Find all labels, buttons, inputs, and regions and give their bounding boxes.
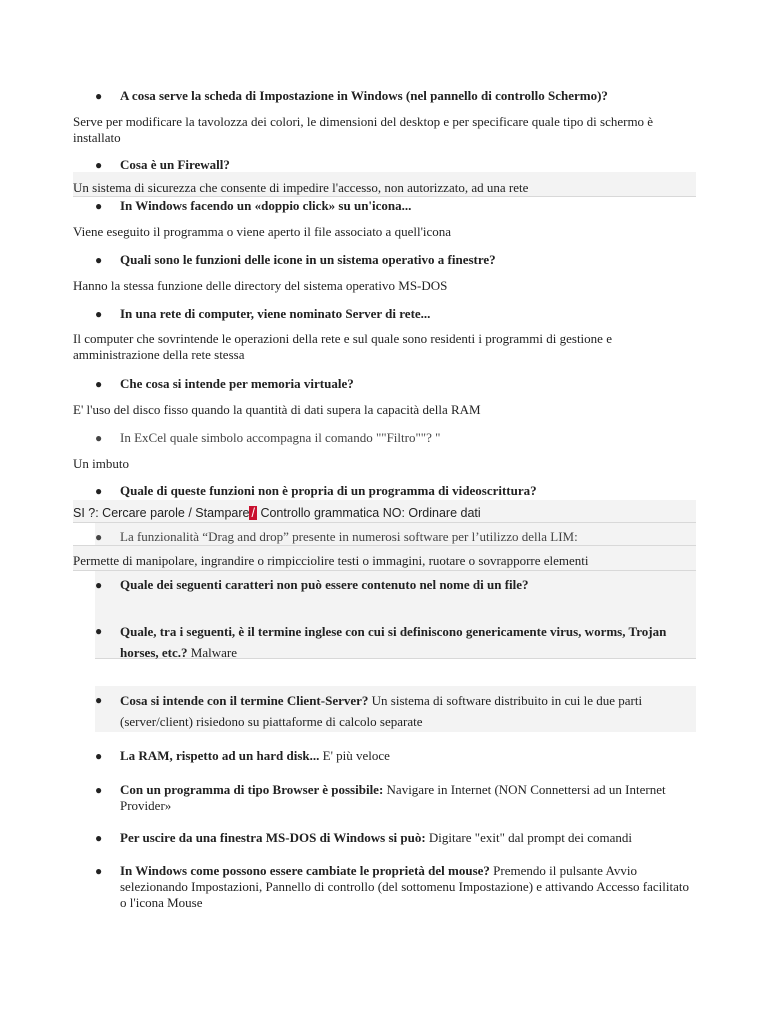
question-item — [95, 88, 695, 104]
bullet-icon: ● — [95, 484, 103, 498]
answer-text: Il computer che sovrintende le operazioni della rete e sul quale sono residenti i programmi di gestione e amministrazione della rete stessa — [73, 331, 612, 362]
question-text: In Windows facendo un «doppio click» su un'icona... — [120, 198, 412, 213]
red-highlight-mark: / — [251, 506, 255, 520]
answer-part: SI ?: Cercare parole / Stampare — [73, 506, 250, 520]
bullet-icon: ● — [95, 783, 103, 797]
bullet-icon: ● — [95, 377, 103, 391]
question-text: Quale di queste funzioni non è propria di un programma di videoscrittura? — [120, 483, 537, 498]
answer-text: Viene eseguito il programma o viene aperto il file associato a quell'icona — [73, 224, 452, 239]
question-text: Che cosa si intende per memoria virtuale? — [120, 376, 354, 391]
question-item — [95, 830, 695, 846]
question-item — [95, 863, 695, 911]
answer-text: E' l'uso del disco fisso quando la quantità di dati supera la capacità della RAM — [73, 402, 481, 417]
answer-part: Controllo grammatica NO: Ordinare dati — [256, 506, 481, 520]
answer-text: Un sistema di software distribuito in cui le due parti (server/client) risiedono su piattaforme di calcolo separate — [120, 693, 643, 729]
bullet-icon: ● — [95, 431, 103, 445]
question-item — [95, 306, 695, 322]
question-text: In ExCel quale simbolo accompagna il comando ""Filtro""? " — [120, 430, 441, 445]
bullet-icon: ● — [95, 693, 103, 707]
question-item — [95, 748, 695, 764]
question-item — [95, 198, 695, 214]
bullet-icon: ● — [95, 578, 103, 592]
question-item — [95, 621, 695, 663]
answer-text: E' più veloce — [319, 748, 390, 763]
bullet-icon: ● — [95, 199, 103, 213]
bullet-icon: ● — [95, 307, 103, 321]
bullet-icon: ● — [95, 749, 103, 763]
question-text: Cosa è un Firewall? — [120, 157, 230, 172]
question-text: La funzionalità “Drag and drop” presente in numerosi software per l’utilizzo della LIM: — [120, 529, 578, 544]
question-item — [95, 529, 695, 545]
answer-text — [73, 505, 693, 521]
question-item — [95, 782, 695, 814]
answer-text: Digitare "exit" dal prompt dei comandi — [425, 830, 632, 845]
answer-text: Permette di manipolare, ingrandire o rimpicciolire testi o immagini, ruotare o sovrapporre elementi — [73, 553, 589, 568]
bullet-icon: ● — [95, 624, 103, 638]
answer-text: Malware — [187, 645, 237, 660]
bullet-icon: ● — [95, 831, 103, 845]
answer-text: Un sistema di sicurezza che consente di impedire l'accesso, non autorizzato, ad una rete — [73, 180, 529, 195]
answer-text: Navigare in Internet (NON Connettersi ad un Internet Provider» — [120, 782, 666, 813]
question-item — [95, 690, 695, 732]
question-text: Quali sono le funzioni delle icone in un sistema operativo a finestre? — [120, 252, 496, 267]
question-item — [95, 157, 695, 173]
bullet-icon: ● — [95, 158, 103, 172]
bullet-icon: ● — [95, 530, 103, 544]
question-text: La RAM, rispetto ad un hard disk... — [120, 748, 320, 763]
bullet-icon: ● — [95, 253, 103, 267]
answer-text: Hanno la stessa funzione delle directory del sistema operativo MS-DOS — [73, 278, 448, 293]
question-item — [95, 252, 695, 268]
question-text: Quale, tra i seguenti, è il termine inglese con cui si definiscono genericamente virus, worms, Trojan horses, etc.? — [120, 624, 667, 660]
bullet-icon: ● — [95, 89, 103, 103]
question-text: Per uscire da una finestra MS-DOS di Windows si può: — [120, 830, 426, 845]
question-text: A cosa serve la scheda di Impostazione in Windows (nel pannello di controllo Schermo)? — [120, 88, 608, 103]
answer-text: Premendo il pulsante Avvio selezionando Impostazioni, Pannello di controllo (del sottomenu Impostazione) e attivando Accesso facilitato o l'icona Mouse — [120, 863, 689, 910]
question-text: Con un programma di tipo Browser è possibile: — [120, 782, 384, 797]
question-text: Cosa si intende con il termine Client-Server? — [120, 693, 369, 708]
question-text: Quale dei seguenti caratteri non può essere contenuto nel nome di un file? — [120, 577, 529, 592]
question-text: In Windows come possono essere cambiate le proprietà del mouse? — [120, 863, 490, 878]
question-item — [95, 430, 695, 446]
question-item — [95, 577, 695, 593]
answer-text: Serve per modificare la tavolozza dei colori, le dimensioni del desktop e per specificare quale tipo di schermo è installato — [73, 114, 654, 145]
question-text: In una rete di computer, viene nominato Server di rete... — [120, 306, 431, 321]
question-item — [95, 483, 695, 499]
rule — [73, 196, 696, 197]
answer-text: Un imbuto — [73, 456, 129, 471]
bullet-icon: ● — [95, 864, 103, 878]
question-item — [95, 376, 695, 392]
